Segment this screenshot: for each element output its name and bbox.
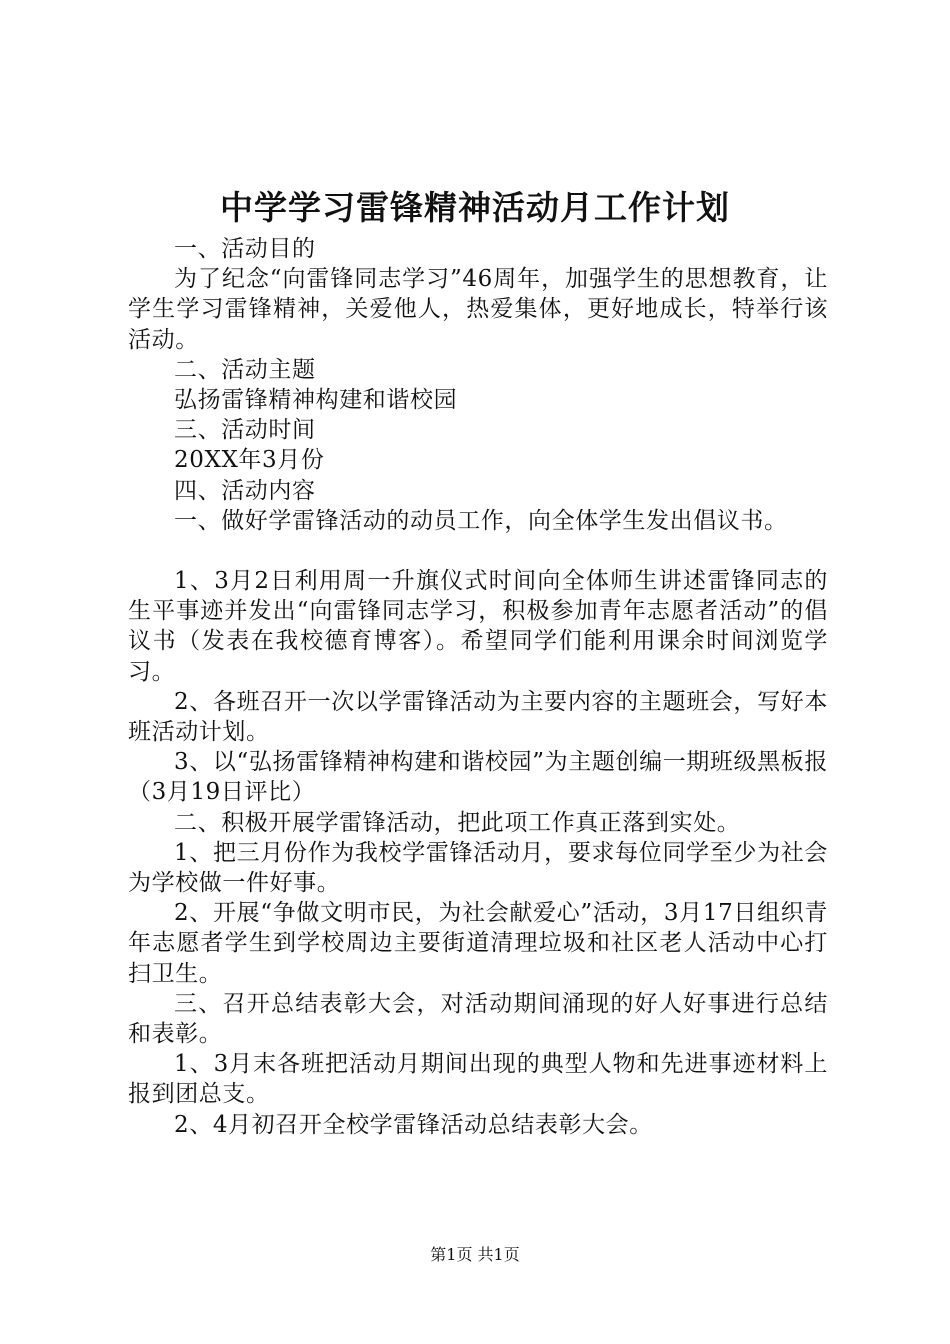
section-heading-purpose: 一、活动目的 xyxy=(174,236,316,262)
paragraph-item: 1、3月末各班把活动月期间出现的典型人物和先进事迹材料上报到团总支。 xyxy=(128,1051,828,1108)
subsection-heading-activities: 二、积极开展学雷锋活动，把此项工作真正落到实处。 xyxy=(174,809,741,836)
page-footer: 第1页 共1页 xyxy=(430,1245,520,1264)
paragraph-item: 2、4月初召开全校学雷锋活动总结表彰大会。 xyxy=(174,1111,653,1138)
paragraph-item: 2、开展“争做文明市民，为社会献爱心”活动，3月17日组织青年志愿者学生到学校周边主要街道清理垃圾和社区老人活动中心打扫卫生。 xyxy=(128,900,828,987)
subsection-heading-mobilize: 一、做好学雷锋活动的动员工作，向全体学生发出倡议书。 xyxy=(174,507,788,534)
document-body xyxy=(128,234,828,1140)
section-heading-content: 四、活动内容 xyxy=(174,477,316,504)
section-heading-theme: 二、活动主题 xyxy=(174,356,316,383)
paragraph-purpose: 为了纪念“向雷锋同志学习”46周年，加强学生的思想教育，让学生学习雷锋精神，关爱他人，热爱集体，更好地成长，特举行该活动。 xyxy=(128,266,828,353)
section-heading-time: 三、活动时间 xyxy=(174,417,316,444)
document-title: 中学学习雷锋精神活动月工作计划 xyxy=(220,188,730,227)
paragraph-item: 1、3月2日利用周一升旗仪式时间向全体师生讲述雷锋同志的生平事迹并发出“向雷锋同志学习，积极参加青年志愿者活动”的倡议书（发表在我校德育博客）。希望同学们能利用课余时间浏览学习。 xyxy=(128,568,828,685)
paragraph-item: 2、各班召开一次以学雷锋活动为主要内容的主题班会，写好本班活动计划。 xyxy=(128,688,828,746)
subsection-heading-summary: 三、召开总结表彰大会，对活动期间涌现的好人好事进行总结和表彰。 xyxy=(128,990,828,1048)
paragraph-theme: 弘扬雷锋精神构建和谐校园 xyxy=(174,387,458,414)
paragraph-item: 3、以“弘扬雷锋精神构建和谐校园”为主题创编一期班级黑板报（3月19日评比） xyxy=(128,749,828,806)
paragraph-time: 20XX年3月份 xyxy=(174,447,325,474)
paragraph-item: 1、把三月份作为我校学雷锋活动月，要求每位同学至少为社会为学校做一件好事。 xyxy=(128,839,828,897)
